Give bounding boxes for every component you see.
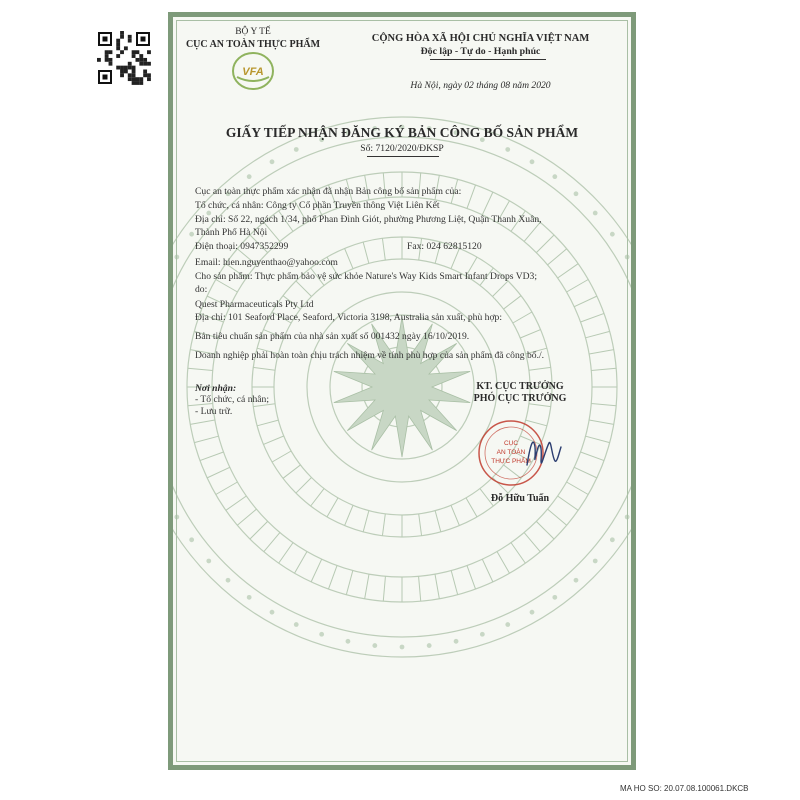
responsibility-line: Doanh nghiệp phải hoàn toàn chịu trách nhiệm về tính phù hợp của sản phẩm đã công bố./. — [195, 350, 545, 361]
official-seal — [475, 417, 585, 489]
product-line-cont: do: — [195, 284, 208, 295]
dossier-code: MA HO SO: 20.07.08.100061.DKCB — [620, 784, 749, 793]
department-name: CỤC AN TOÀN THỰC PHẨM — [185, 39, 321, 50]
qr-code — [96, 30, 152, 86]
seal-text: THỰC PHẨM — [491, 458, 531, 465]
address-city: Thành Phố Hà Nội — [195, 227, 268, 238]
address-line: Địa chỉ: Số 22, ngách 1/34, phố Phan Đình Giót, phường Phương Liệt, Quận Thanh Xuân, — [195, 214, 542, 225]
body-intro: Cục an toàn thực phẩm xác nhận đã nhận Bản công bố sản phẩm của: — [195, 186, 462, 197]
recipient-item: - Lưu trữ. — [195, 406, 233, 417]
handwritten-signature — [527, 442, 561, 465]
standard-line: Bản tiêu chuẩn sản phẩm của nhà sản xuất số 001432 ngày 16/10/2019. — [195, 331, 470, 342]
motto-underline — [430, 59, 546, 60]
signer-name: Đỗ Hữu Tuấn — [490, 493, 550, 504]
recipient-item: - Tổ chức, cá nhân; — [195, 394, 270, 405]
signer-title: PHÓ CỤC TRƯỞNG — [473, 393, 567, 404]
issue-date: Hà Nội, ngày 02 tháng 08 năm 2020 — [410, 80, 551, 91]
seal-text: AN TOÀN — [496, 449, 526, 456]
manufacturer-line: Quest Pharmaceuticals Pty Ltd — [195, 299, 314, 310]
phone-line: Điện thoại: 0947352299 — [195, 241, 289, 252]
certificate-document — [168, 12, 636, 770]
vfa-logo — [231, 51, 275, 91]
national-motto: Độc lập - Tự do - Hạnh phúc — [420, 46, 541, 57]
ministry-name: BỘ Y TẾ — [235, 27, 271, 37]
republic-title: CỘNG HÒA XÃ HỘI CHỦ NGHĨA VIỆT NAM — [371, 33, 590, 44]
manufacturer-address: Địa chỉ: 101 Seaford Place, Seaford, Victoria 3198, Australia sản xuất, phù hợp: — [195, 312, 502, 323]
title-underline — [367, 156, 439, 157]
recipients-title: Nơi nhận: — [195, 383, 237, 394]
email-line: Email: hien.nguyenthao@yahoo.com — [195, 257, 338, 268]
organization-line: Tổ chức, cá nhân: Công ty Cổ phần Truyền thông Việt Liên Kết — [195, 200, 440, 211]
fax-line: Fax: 024 62815120 — [407, 241, 482, 252]
signer-role: KT. CỤC TRƯỞNG — [476, 381, 564, 392]
document-title: GIẤY TIẾP NHẬN ĐĂNG KÝ BẢN CÔNG BỐ SẢN PHẨM — [225, 125, 579, 140]
product-line: Cho sản phẩm: Thực phẩm bảo vệ sức khỏe Nature's Way Kids Smart Infant Drops VD3; — [195, 271, 538, 282]
vfa-logo-text: VFA — [242, 66, 264, 78]
seal-text: CỤC — [503, 440, 519, 447]
document-number: Số: 7120/2020/ĐKSP — [360, 143, 444, 154]
